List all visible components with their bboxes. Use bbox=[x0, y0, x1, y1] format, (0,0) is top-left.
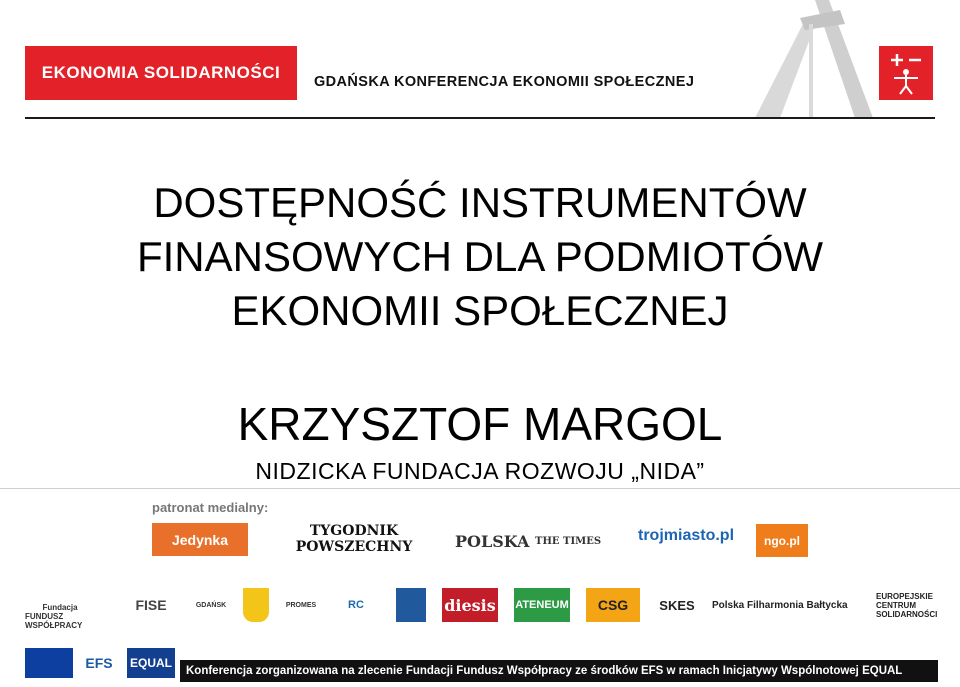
partner-blue-logo bbox=[396, 588, 426, 622]
jedynka-label: Jedynka bbox=[171, 531, 229, 548]
fise-logo: FISE bbox=[135, 597, 167, 613]
ecs-logo bbox=[876, 588, 938, 622]
ecs-line: SOLIDARNOŚCI bbox=[876, 609, 938, 619]
header-divider bbox=[25, 117, 935, 119]
gdansk-logo: GDAŃSK bbox=[195, 601, 227, 609]
pomorskie-shield-icon bbox=[243, 588, 269, 622]
author-name: KRZYSZTOF MARGOL bbox=[237, 398, 723, 450]
polska-the-times-logo bbox=[455, 530, 615, 552]
the-times-label: THE TIMES bbox=[535, 535, 602, 547]
promes-logo: PROMES bbox=[285, 601, 317, 609]
ecs-line: CENTRUM bbox=[876, 600, 916, 610]
ateneum-logo: ATENEUM bbox=[514, 588, 570, 622]
tygodnik-powszechny-logo bbox=[295, 521, 413, 557]
csg-logo: CSG bbox=[586, 588, 640, 622]
media-patronage-label: patronat medialny: bbox=[152, 500, 269, 515]
ecs-line: EUROPEJSKIE bbox=[876, 591, 933, 601]
title-line: EKONOMII SPOŁECZNEJ bbox=[231, 287, 729, 334]
ngo-logo bbox=[756, 524, 808, 557]
title-line: FINANSOWYCH DLA PODMIOTÓW bbox=[136, 233, 824, 280]
conference-logo bbox=[879, 46, 933, 100]
fundusz-wspolpracy-logo bbox=[25, 580, 95, 630]
ffw-line: Fundacja bbox=[42, 603, 78, 612]
efs-logo: EFS bbox=[85, 655, 113, 671]
polska-label: POLSKA bbox=[455, 531, 530, 551]
ngo-label: ngo.pl bbox=[764, 533, 800, 548]
vitruvian-icon bbox=[879, 46, 933, 100]
diesis-logo: diesis bbox=[442, 588, 498, 622]
brand-label: EKONOMIA SOLIDARNOŚCI bbox=[41, 63, 281, 82]
rcs-logo: RC bbox=[348, 599, 364, 611]
footer-note: Konferencja zorganizowana na zlecenie Fundacji Fundusz Współpracy ze środków EFS w ramach Inicjatywy Wspólnotowej EQUAL bbox=[180, 660, 938, 682]
equal-logo: EQUAL bbox=[127, 648, 175, 678]
tygodnik-line: POWSZECHNY bbox=[295, 539, 413, 555]
title-line: DOSTĘPNOŚĆ INSTRUMENTÓW bbox=[153, 179, 807, 226]
trojmiasto-label: trojmiasto.pl bbox=[638, 527, 735, 544]
skes-logo: SKES bbox=[659, 597, 695, 613]
eu-flag-icon bbox=[25, 648, 73, 678]
shipyard-crane-graphic bbox=[745, 0, 875, 118]
slide-title bbox=[0, 176, 960, 338]
conference-title: GDAŃSKA KONFERENCJA EKONOMII SPOŁECZNEJ bbox=[314, 74, 695, 90]
jedynka-logo bbox=[152, 523, 248, 556]
ffw-line: FUNDUSZ WSPÓŁPRACY bbox=[25, 612, 83, 630]
trojmiasto-logo bbox=[638, 519, 734, 553]
polska-filharmonia-logo: Polska Filharmonia Bałtycka bbox=[712, 599, 848, 611]
author-organization: NIDZICKA FUNDACJA ROZWOJU „NIDA” bbox=[255, 458, 705, 484]
brand-banner bbox=[25, 46, 297, 100]
content-divider bbox=[0, 488, 960, 489]
tygodnik-line: TYGODNIK bbox=[309, 523, 399, 539]
